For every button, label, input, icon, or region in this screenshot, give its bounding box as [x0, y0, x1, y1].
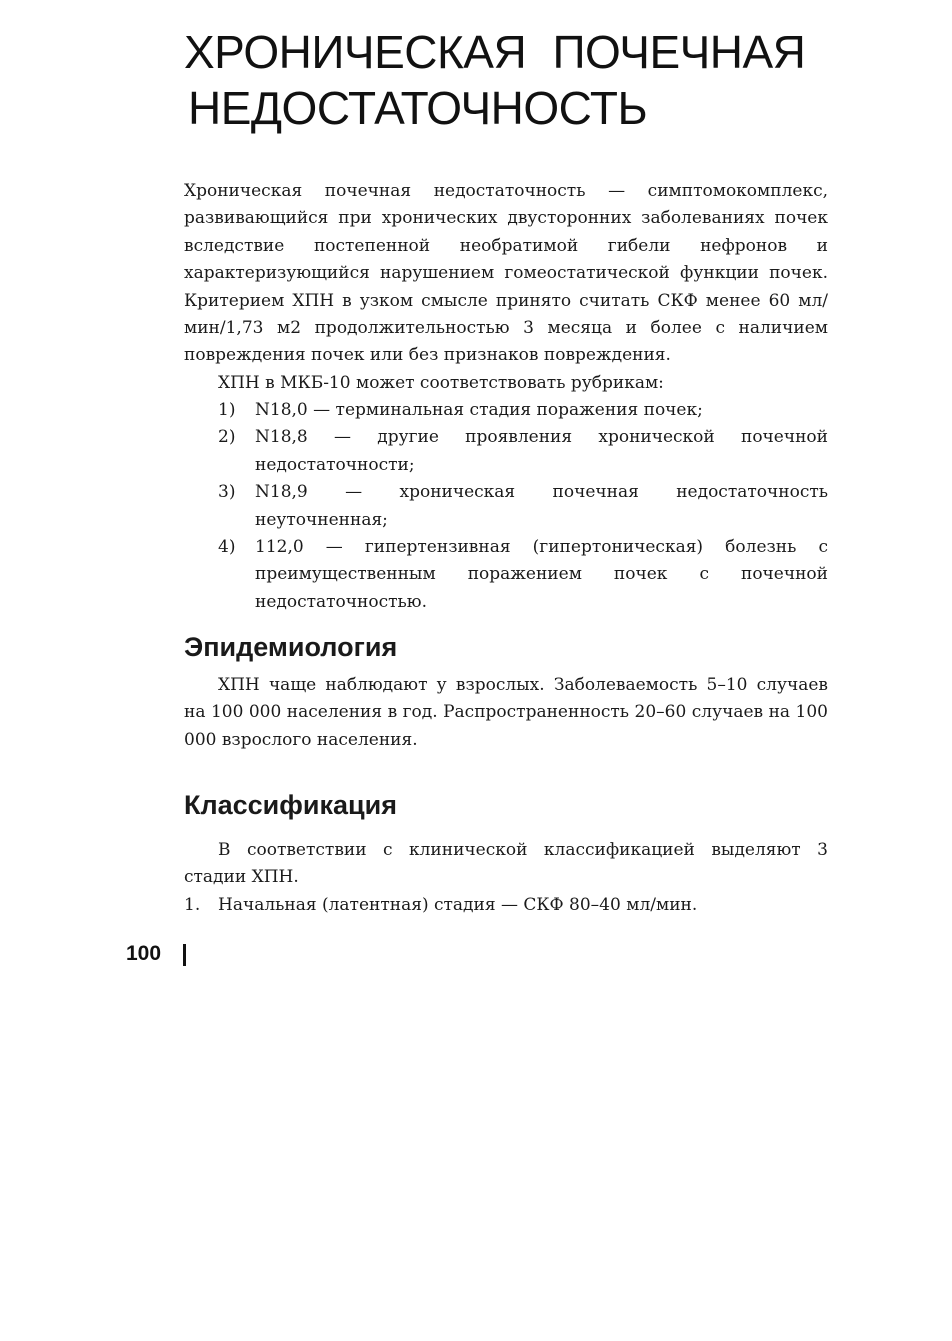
- list-item-text: N18,8 — другие проявления хронической почечной недостаточности;: [255, 427, 828, 475]
- intro-paragraph: Хроническая почечная недостаточность — симптомокомплекс, развивающийся при хронических двусторонних заболеваниях почек вследствие постепенной необратимой гибели нефронов и характеризующийся нарушением гомеостатической функции почек. Критерием ХПН в узком смысле принято считать СКФ менее 60 мл/мин/1,73 м2 продолжительностью 3 месяца и более с наличием повреждения почек или без признаков повреждения.: [184, 181, 828, 366]
- stage-list: [184, 892, 828, 919]
- list-item-number: 1): [218, 400, 236, 420]
- page-number: 100: [126, 942, 162, 965]
- icd-list: [184, 397, 828, 616]
- list-item: [184, 479, 828, 534]
- icd-lead: ХПН в МКБ-10 может соответствовать рубрикам:: [218, 373, 664, 393]
- list-item: [184, 892, 828, 919]
- section-heading-classification: Классификация: [184, 790, 397, 820]
- list-item-number: 2): [218, 427, 236, 448]
- page-title: [184, 24, 884, 136]
- list-item-number: 1.: [184, 895, 201, 915]
- list-item-text: N18,0 — терминальная стадия поражения почек;: [255, 400, 703, 420]
- title-line-1: ХРОНИЧЕСКАЯ ПОЧЕЧНАЯ: [184, 26, 806, 78]
- epidemiology-paragraph: ХПН чаще наблюдают у взрослых. Заболеваемость 5–10 случаев на 100 000 населения в год. Распространенность 20–60 случаев на 100 000 взрослого населения.: [184, 675, 828, 750]
- list-item: [184, 424, 828, 479]
- list-item-text: N18,9 — хроническая почечная недостаточность неуточненная;: [255, 482, 828, 530]
- section-heading-epidemiology: Эпидемиология: [184, 632, 398, 662]
- list-item-number: 4): [218, 537, 236, 558]
- title-line-2: НЕДОСТАТОЧНОСТЬ: [188, 82, 648, 134]
- list-item: [184, 397, 828, 424]
- page-number-divider: [183, 944, 186, 966]
- list-item-number: 3): [218, 482, 236, 503]
- list-item-text: Начальная (латентная) стадия — СКФ 80–40 мл/мин.: [218, 895, 698, 915]
- list-item: [184, 534, 828, 616]
- classification-paragraph: В соответствии с клинической классификацией выделяют 3 стадии ХПН.: [184, 840, 828, 888]
- list-item-text: 112,0 — гипертензивная (гипертоническая) болезнь с преимущественным поражением почек с почечной недостаточностью.: [255, 537, 828, 612]
